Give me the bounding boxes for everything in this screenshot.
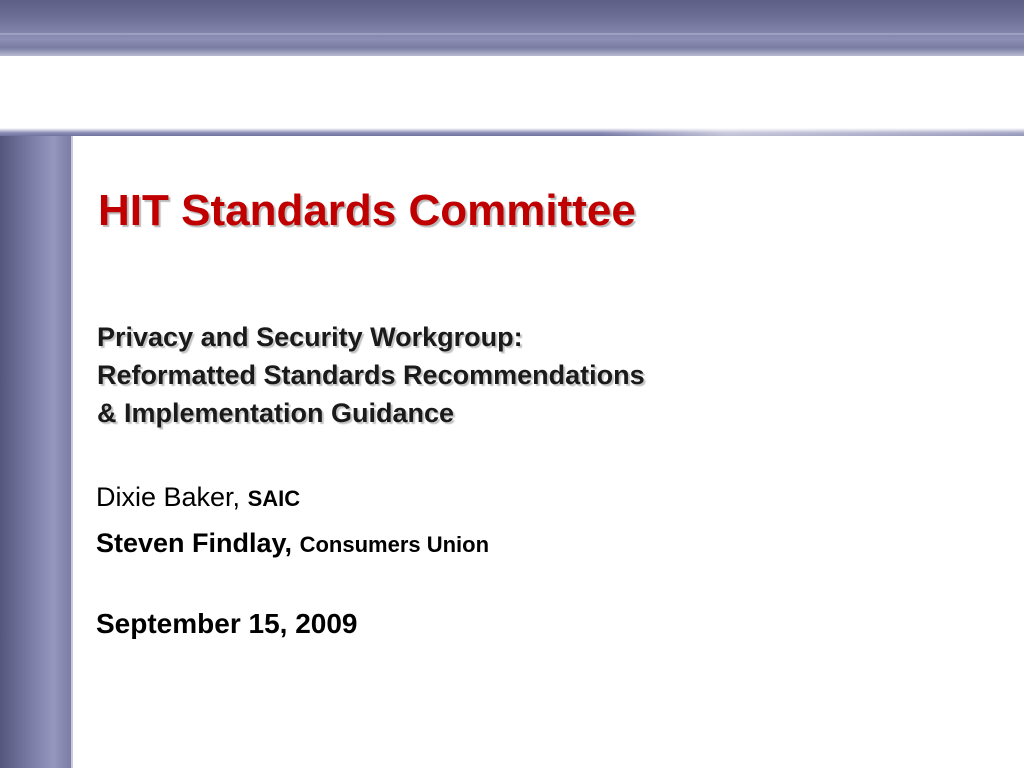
presenter-name: Dixie Baker, [96, 482, 241, 512]
subtitle-line: Privacy and Security Workgroup: [97, 322, 523, 352]
presenter-organization: SAIC [247, 486, 301, 511]
slide-title: HIT Standards Committee [98, 186, 636, 235]
subtitle-line: Reformatted Standards Recommendations [97, 360, 645, 390]
slide-subtitle [97, 318, 645, 432]
header-rule-fade [598, 128, 1024, 136]
left-bar-edge [71, 136, 73, 768]
presentation-date: September 15, 2009 [96, 608, 358, 639]
subtitle-line: & Implementation Guidance [97, 398, 455, 428]
top-decorative-bar [0, 0, 1024, 56]
presenter-organization: Consumers Union [299, 532, 490, 557]
presenter-2 [96, 528, 489, 559]
presenter-1 [96, 482, 300, 513]
top-bar-highlight-line [0, 33, 1024, 35]
left-decorative-bar [0, 136, 71, 768]
presenter-name: Steven Findlay, [96, 528, 293, 558]
